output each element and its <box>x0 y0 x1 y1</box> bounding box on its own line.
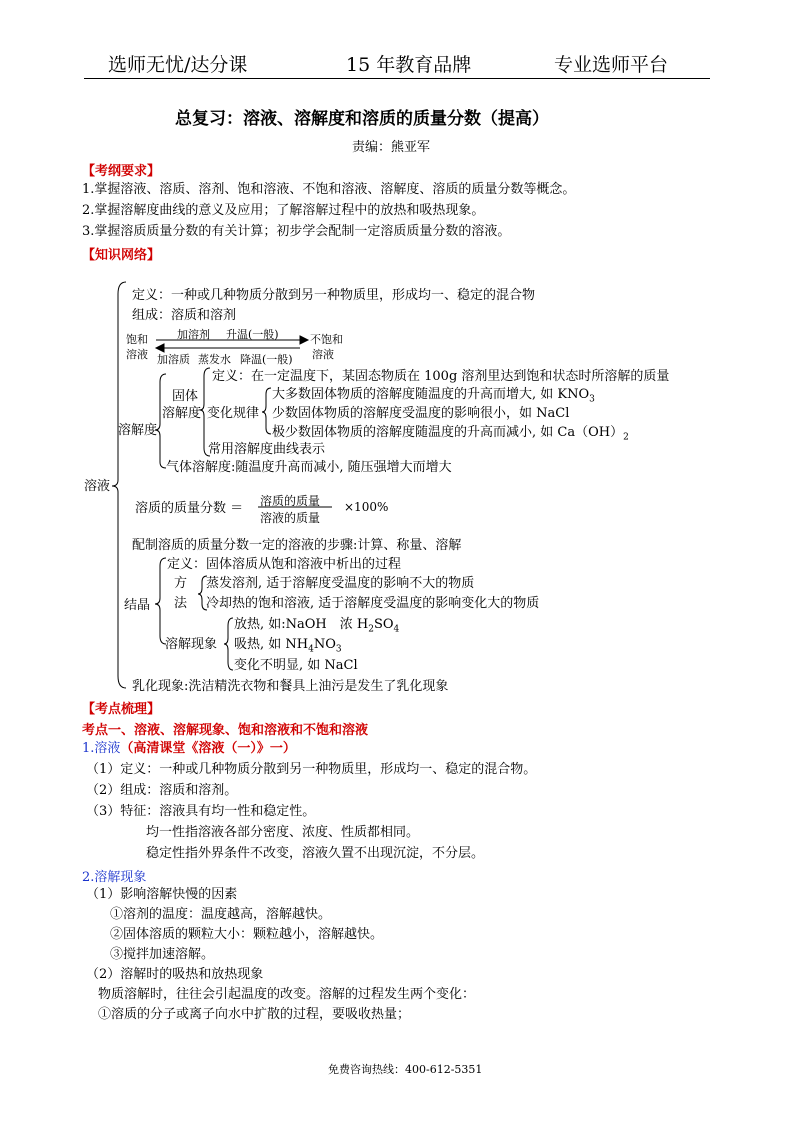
prepare-line: 配制溶质的质量分数一定的溶液的步骤:计算、称量、溶解 <box>132 538 462 553</box>
emulsion-line: 乳化现象:洗洁精洗衣物和餐具上油污是发生了乳化现象 <box>132 679 449 694</box>
point-1-heading: 考点一、溶液、溶解现象、饱和溶液和不饱和溶液 <box>82 723 369 738</box>
solution-line-2: （2）组成：溶质和溶剂。 <box>86 783 238 798</box>
sat-top-1: 加溶剂 <box>177 328 210 341</box>
sat-bottom-2: 蒸发水 <box>198 353 231 366</box>
sat-right-2: 溶液 <box>312 348 334 361</box>
solid-label-1: 固体 <box>172 389 199 404</box>
network-composition: 组成：溶质和溶剂 <box>132 308 237 323</box>
author-line: 责编：熊亚军 <box>352 140 431 155</box>
kaogang-item-1: 1.掌握溶液、溶质、溶剂、饱和溶液、不饱和溶液、溶解度、溶质的质量分数等概念。 <box>82 182 576 197</box>
solution-line-1: （1）定义：一种或几种物质分散到另一种物质里，形成均一、稳定的混合物。 <box>86 762 537 777</box>
fraction-percent: ×100% <box>344 500 389 514</box>
sat-bottom-1: 加溶质 <box>157 353 190 366</box>
arrow-head-right <box>300 336 308 344</box>
header-left: 选师无忧/达分课 <box>108 54 248 76</box>
hd-lesson-link[interactable]: （高清课堂《溶液（一）》一） <box>120 741 296 756</box>
footer-hotline: 免费咨询热线：400-612-5351 <box>328 1063 483 1076</box>
solid-label-2: 溶解度 <box>162 406 202 421</box>
diss-1: 放热, 如:NaOH 浓 $H_2SO_4$ <box>234 617 400 635</box>
network-definition: 定义：一种或几种物质分散到另一种物质里，形成均一、稳定的混合物 <box>132 288 536 303</box>
method-label-1: 方 <box>174 576 188 591</box>
diss-line-1: （1）影响溶解快慢的因素 <box>86 887 238 902</box>
diss-line-5: （2）溶解时的吸热和放热现象 <box>86 967 264 982</box>
subsection-1: 1.溶液（高清课堂《溶液（一）》一） <box>82 741 296 756</box>
diss-line-6: 物质溶解时，往往会引起温度的改变。溶解的过程发生两个变化： <box>98 987 476 1002</box>
header-right: 专业选师平台 <box>554 54 669 76</box>
cryst-definition: 定义：固体溶质从饱和溶液中析出的过程 <box>167 557 402 572</box>
solution-line-5: 稳定性指外界条件不改变，溶液久置不出现沉淀，不分层。 <box>146 846 485 861</box>
rule-brace <box>262 388 271 434</box>
sat-right-1: 不饱和 <box>310 333 343 346</box>
network-root: 溶液 <box>84 479 111 494</box>
fraction-label: 溶质的质量分数 ＝ <box>135 501 244 516</box>
method-label-2: 法 <box>174 596 188 611</box>
root-brace <box>112 282 126 688</box>
solution-line-3: （3）特征：溶液具有均一性和稳定性。 <box>86 804 316 819</box>
method-a: 蒸发溶剂, 适于溶解度受温度的影响不大的物质 <box>206 576 475 591</box>
diss-2: 吸热, 如 $NH_4NO_3$ <box>234 637 342 655</box>
rule-1: 大多数固体物质的溶解度随温度的升高而增大, 如 $KNO_3$ <box>272 387 595 405</box>
diss-brace <box>224 618 233 670</box>
diss-line-4: ③搅拌加速溶解。 <box>110 947 215 962</box>
curve-line: 常用溶解度曲线表示 <box>208 442 326 457</box>
sat-left-2: 溶液 <box>126 348 148 361</box>
kaogang-item-2: 2.掌握溶解度曲线的意义及应用；了解溶解过程中的放热和吸热现象。 <box>82 203 485 218</box>
solubility-label: 溶解度 <box>118 423 158 438</box>
fraction-numerator: 溶质的质量 <box>260 494 321 508</box>
network-heading: 【知识网络】 <box>82 248 161 263</box>
rule-2: 少数固体物质的溶解度受温度的影响很小，如 NaCl <box>272 406 570 421</box>
cryst-label: 结晶 <box>124 598 151 613</box>
diss-3: 变化不明显, 如 NaCl <box>234 658 358 673</box>
diss-line-7: ①溶质的分子或离子向水中扩散的过程，要吸收热量； <box>98 1007 411 1022</box>
gas-line: 气体溶解度:随温度升高而减小, 随压强增大而增大 <box>166 460 452 475</box>
kaodian-heading: 【考点梳理】 <box>82 702 161 717</box>
page-title: 总复习：溶液、溶解度和溶质的质量分数（提高） <box>175 109 549 129</box>
method-b: 冷却热的饱和溶液, 适于溶解度受温度的影响变化大的物质 <box>206 596 540 611</box>
rule-label: 变化规律 <box>207 406 260 421</box>
solution-line-4: 均一性指溶液各部分密度、浓度、性质都相同。 <box>146 825 420 840</box>
kaogang-item-3: 3.掌握溶质质量分数的有关计算；初步学会配制一定溶质质量分数的溶液。 <box>82 224 511 239</box>
fraction-denominator: 溶液的质量 <box>260 511 321 525</box>
rule-3: 极少数固体物质的溶解度随温度的升高而减小, 如 $Ca(OH)_2$ <box>272 425 629 443</box>
cryst-brace <box>155 558 166 644</box>
sat-bottom-3: 降温(一般) <box>240 353 293 366</box>
diss-label: 溶解现象 <box>165 637 218 652</box>
sat-top-2: 升温(一般) <box>226 328 279 341</box>
header-center: 15 年教育品牌 <box>346 54 472 76</box>
kaogang-heading: 【考纲要求】 <box>82 164 161 179</box>
solid-definition: 定义：在一定温度下，某固态物质在 100g 溶剂里达到饱和状态时所溶解的质量 <box>212 369 670 384</box>
subsection-2: 2.溶解现象 <box>82 870 147 885</box>
sat-left-1: 饱和 <box>126 333 148 346</box>
diss-line-2: ①溶剂的温度：温度越高，溶解越快。 <box>110 907 332 922</box>
diss-line-3: ②固体溶质的颗粒大小：颗粒越小，溶解越快。 <box>110 927 384 942</box>
